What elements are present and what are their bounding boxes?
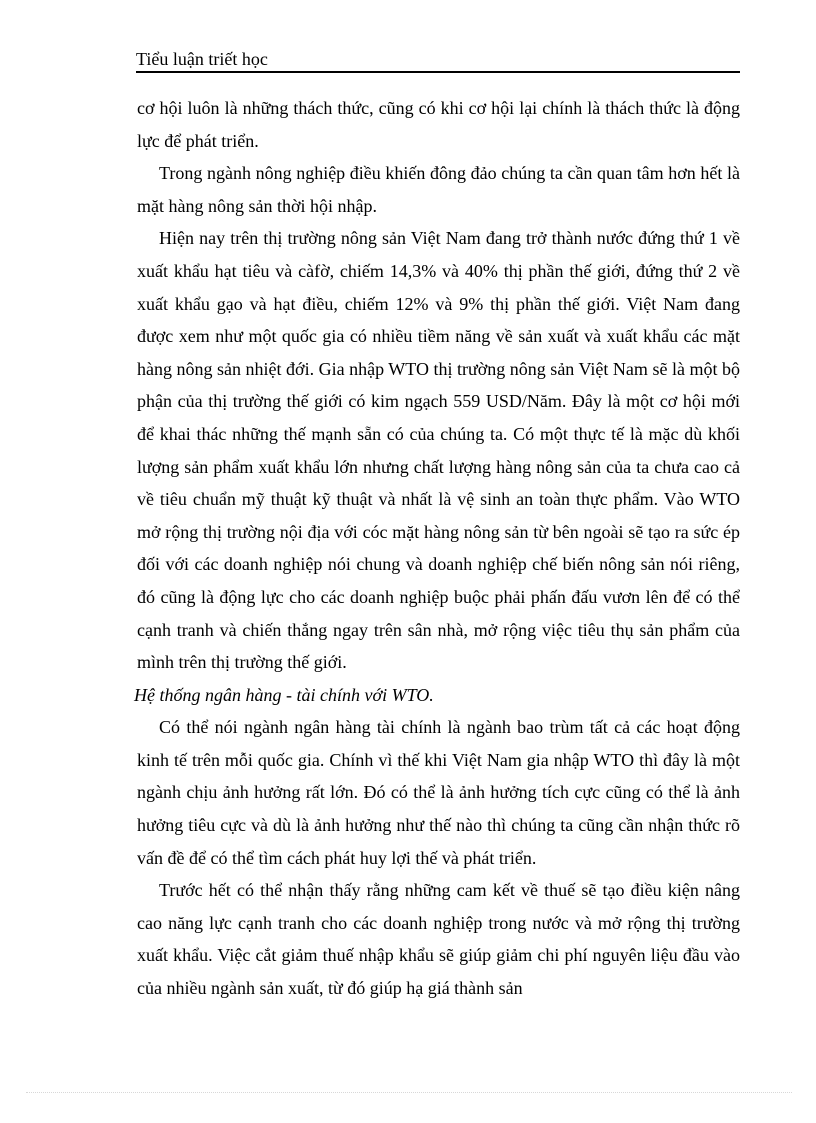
running-header [136, 48, 740, 73]
paragraph-agriculture-market: Hiện nay trên thị trường nông sản Việt Nam đang trở thành nước đứng thứ 1 về xuất khẩu hạt tiêu và càfờ, chiếm 14,3% và 40% thị phần thế giới, đứng thứ 2 về xuất khẩu gạo và hạt điều, chiếm 12% và 9% thị phần thế giới. Việt Nam đang được xem như một quốc gia có nhiều tiềm năng về sản xuất và xuất khẩu các mặt hàng nông sản nhiệt đới. Gia nhập WTO thị trường nông sản Việt Nam sẽ là một bộ phận của thị trường thế giới có kim ngạch 559 USD/Năm. Đây là một cơ hội mới để khai thác những thế mạnh sẵn có của chúng ta. Có một thực tế là mặc dù khối lượng sản phẩm xuất khẩu lớn nhưng chất lượng hàng nông sản của ta chưa cao cả về tiêu chuẩn mỹ thuật kỹ thuật và nhất là vệ sinh an toàn thực phẩm. Vào WTO mở rộng thị trường nội địa với cóc mặt hàng nông sản từ bên ngoài sẽ tạo ra sức ép đối với các doanh nghiệp nói chung và doanh nghiệp chế biến nông sản nói riêng, đó cũng là động lực cho các doanh nghiệp buộc phải phấn đấu vươn lên để có thể cạnh tranh và chiến thắng ngay trên sân nhà, mở rộng việc tiêu thụ sản phẩm của mình trên thị trường thế giới. [137, 228, 740, 673]
section-heading-banking: Hệ thống ngân hàng - tài chính với WTO. [134, 684, 434, 705]
header-title: Tiểu luận triết học [136, 49, 268, 69]
paragraph-banking-intro: Có thể nói ngành ngân hàng tài chính là ngành bao trùm tất cả các hoạt động kinh tế trên mỗi quốc gia. Chính vì thế khi Việt Nam gia nhập WTO thì đây là một ngành chịu ảnh hưởng rất lớn. Đó có thể là ảnh hưởng tích cực cũng có thể là ảnh hưởng tiêu cực và dù là ảnh hưởng như thế nào thì chúng ta cũng cần nhận thức rõ vấn đề để có thể tìm cách phát huy lợi thế và phát triển. [137, 717, 740, 868]
paragraph-agriculture-intro: Trong ngành nông nghiệp điều khiến đông đảo chúng ta cần quan tâm hơn hết là mặt hàng nông sản thời hội nhập. [137, 163, 740, 216]
paragraph-tax-commitments: Trước hết có thể nhận thấy rằng những cam kết về thuế sẽ tạo điều kiện nâng cao năng lực cạnh tranh cho các doanh nghiệp trong nước và mở rộng thị trường xuất khẩu. Việc cắt giảm thuế nhập khẩu sẽ giúp giảm chi phí nguyên liệu đầu vào của nhiều ngành sản xuất, từ đó giúp hạ giá thành sản [137, 880, 740, 999]
document-body [134, 92, 740, 1005]
page-bottom-divider [26, 1092, 792, 1093]
paragraph-continuation: cơ hội luôn là những thách thức, cũng có khi cơ hội lại chính là thách thức là động lực để phát triển. [137, 98, 740, 151]
